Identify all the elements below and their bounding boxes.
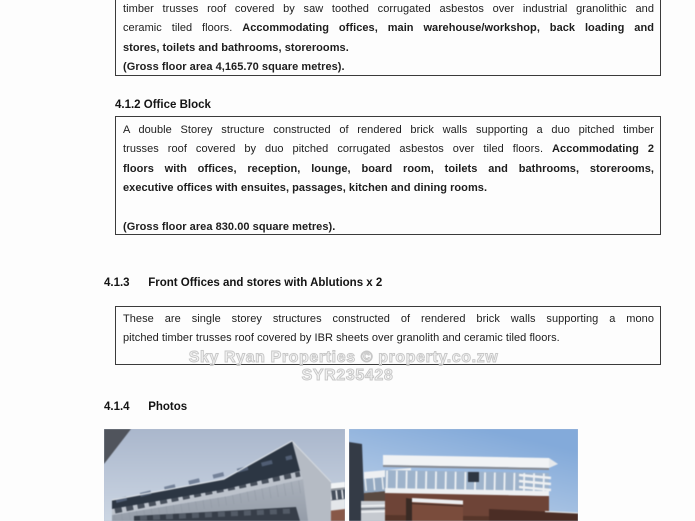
text-line: A double Storey structure constructed of rendered brick walls supporting a duo pitched timber <box>123 124 654 136</box>
office-block-photo <box>349 429 578 521</box>
watermark-text: Sky Ryan Properties © property.co.zw <box>188 349 499 366</box>
section-number: 4.1.3 <box>104 277 130 289</box>
section-heading-office-block <box>115 98 211 112</box>
section-title: Photos <box>148 401 188 413</box>
open-window <box>468 472 479 482</box>
section-heading-photos <box>104 400 187 414</box>
balcony <box>406 498 463 521</box>
section-number: 4.1.2 <box>115 99 141 111</box>
gross-floor-area-office-block: (Gross floor area 830.00 square metres). <box>123 220 336 233</box>
warehouse-building-photo <box>104 429 345 521</box>
section-title: Front Offices and stores with Ablutions x 2 <box>148 277 383 289</box>
description-box-warehouse <box>115 0 661 76</box>
section-heading-front-offices <box>104 276 382 290</box>
watermark-reference: SYR235428 <box>301 367 394 384</box>
text-line: stores, toilets and bathrooms, storerooms. <box>123 41 349 54</box>
text-line: floors with offices, reception, lounge, board room, toilets and bathrooms, storerooms, <box>123 162 654 175</box>
section-title: Office Block <box>143 99 211 111</box>
text-line: executive offices with ensuites, passages, kitchen and dining rooms. <box>123 182 488 195</box>
text-line: trusses roof covered by duo pitched corrugated asbestos over tiled floors. Accommodating 2 <box>123 143 654 156</box>
description-box-office-block <box>115 116 661 235</box>
warehouse-photo-graphic <box>104 429 345 521</box>
text-line: pitched timber trusses roof covered by IBR sheets over granolith and ceramic tiled floors. <box>123 332 560 345</box>
text-line: These are single storey structures constructed of rendered brick walls supporting a mono <box>123 313 654 325</box>
section-number: 4.1.4 <box>104 401 130 413</box>
office-photo-graphic <box>349 429 578 521</box>
description-box-front-offices <box>115 306 661 365</box>
text-line: timber trusses roof covered by saw toothed corrugated asbestos over industrial granolithic and <box>123 3 654 15</box>
gross-floor-area-warehouse: (Gross floor area 4,165.70 square metres). <box>123 61 345 74</box>
blank-line <box>123 199 654 218</box>
text-line: ceramic tiled floors. Accommodating offices, main warehouse/workshop, back loading and <box>123 22 654 35</box>
